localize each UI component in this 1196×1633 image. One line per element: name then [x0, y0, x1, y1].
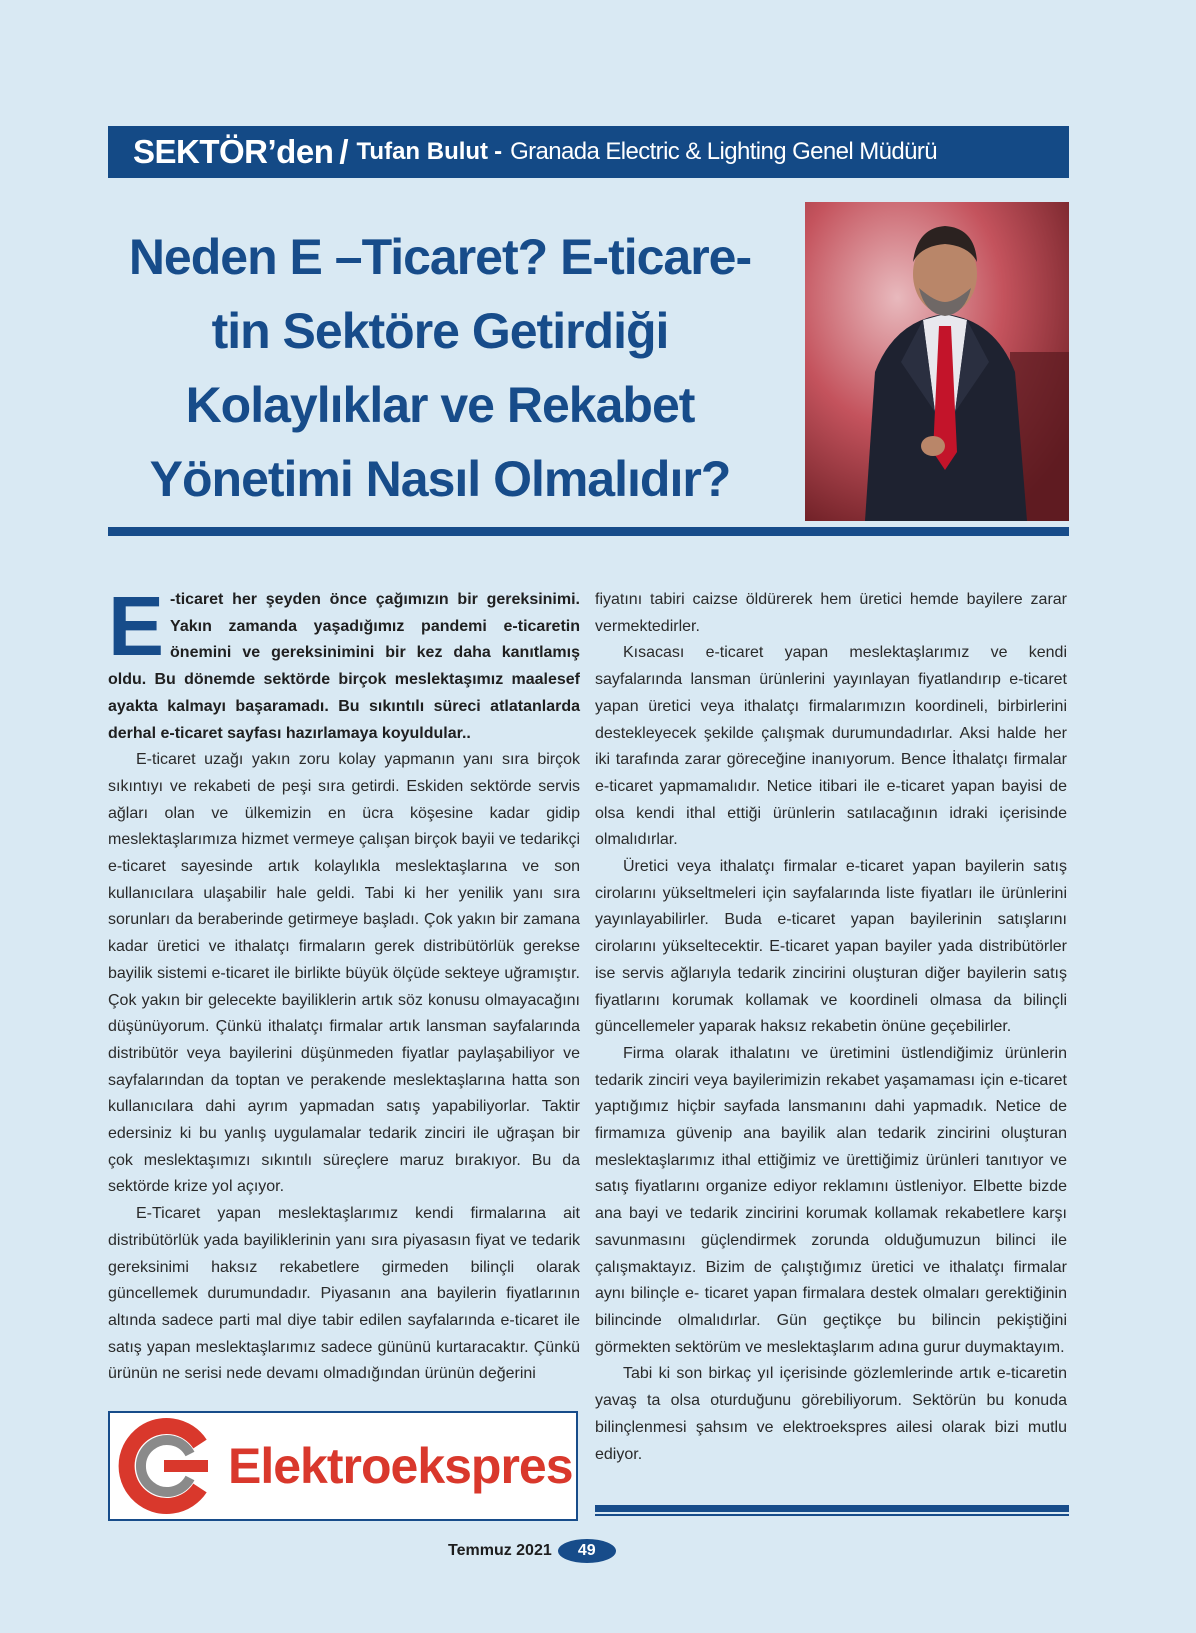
elektroekspres-ad [108, 1411, 578, 1521]
column-end-rule-thin [595, 1514, 1069, 1516]
title-divider [108, 527, 1069, 536]
section-banner [108, 126, 1069, 178]
body-paragraph: Kısacası e-ticaret yapan meslektaşlarımız ve kendi sayfalarında lansman ürünlerini yayınlayan fiyatlandırıp e-ticaret yapan üretici veya ithalatçı firmalarımızın koordineli, birbirlerini destekleyecek şekilde çalışmak durumundadırlar. Aksi halde her iki tarafında zarar göreceğine inanıyorum. Bence İthalatçı firmalar e-ticaret yapmamalıdır. Netice itibari ile e-ticaret yapan bayisi de olsa kendi ithal ettiği ürünlerin satılacağının idraki içerisinde olmalıdırlar. [595, 644, 1067, 849]
page-number: 49 [558, 1539, 616, 1563]
article-title [110, 220, 770, 516]
article-column-right [595, 587, 1067, 1468]
section-slash: / [339, 133, 349, 170]
body-paragraph: E-Ticaret yapan meslektaşlarımız kendi firmalarına ait distribütörlük yada bayiliklerinin yanı sıra piyasasın fiyat ve tedarik gereksinimi haksız rekabetlere girmeden bilinçli olarak güncellemek durumundadır. Piyasanın ana bayilerin fiyatlarının altında sadece parti mal diye tabir edilen sayfalarında e-ticaret ile satış yapan meslektaşlarımız sadece gününü kurtaracaktır. Çünkü ürünün ne serisi nede devamı olmadığından ürünün değerini [108, 1205, 580, 1383]
elektroekspres-logo-icon [116, 1416, 216, 1516]
title-line: Yönetimi Nasıl Olmalıdır? [149, 451, 731, 507]
page-footer [448, 1536, 616, 1566]
title-line: Kolaylıklar ve Rekabet [185, 377, 695, 433]
body-paragraph: E-ticaret uzağı yakın zoru kolay yapmanın yanı sıra birçok sıkıntıyı ve rekabeti de peşi sıra getirdi. Eskiden sektörde servis ağları olan ve ülkemizin en ücra köşesine kadar gidip meslektaşlarımıza hizmet vermeye çalışan birçok bayii ve tedarikçi e-ticaret sayesinde artık kolaylıkla meslektaşlarına ve son kullanıcılara ulaşabilir hale geldi. Tabi ki her yenilik yanı sıra sorunları da beraberinde getirmeye başladı. Çok yakın bir zamana kadar üretici ve ithalatçı firmaların gerek distribütörlük gerekse bayilik sistemi e-ticaret ile birlikte büyük ölçüde sekteye uğramıştır. Çok yakın bir gelecekte bayiliklerin artık söz konusu olmayacağını düşünüyorum. Çünkü ithalatçı firmalar artık lansman sayfalarında distribütör veya bayilerini düşünmeden fiyatlar paylaşabiliyor ve sayfalarından da toptan ve perakende meslektaşlarına hatta son kullanıcılara dahi ayrım yapmadan satış yapabiliyorlar. Taktir edersiniz ki bu yanlış uygulamalar tedarik zinciri ile uğraşan bir çok meslektaşımızı sıkıntılı süreçlere maruz bırakıyor. Bu da sektörde krize yol açıyor. [108, 751, 580, 1196]
author-role: Granada Electric & Lighting Genel Müdürü [510, 138, 937, 165]
issue-date: Temmuz 2021 [448, 1542, 552, 1559]
author-photo [805, 202, 1069, 521]
body-paragraph: Firma olarak ithalatını ve üretimini üstlendiğimiz ürünlerin tedarik zinciri veya bayilerimizin rekabet yaşamaması için e-ticaret yaptığımız hiçbir sayfada lansmanını dahi yapmadık. Netice de firmamıza güvenip ana bayilik alan tedarik zincirini oluşturan meslektaşlarımız ithal ettiğimiz ve ürettiğimiz ürünleri tanıtıyor ve satış fiyatlarını organize ediyor reklamını üstleniyor. Elbette bizde ana bayi ve tedarik zincirini korumak kollamak rekabetlere karşı savunmasını güçlendirmek zorunda olduğumuzun bilinci ile çalışmaktayız. Bizim de çalıştığımız üretici ve ithalatçı firmalar aynı bilinçle e- ticaret yapan firmalara destek olmaları gerektiğinin bilincinde olmalıdırlar. Gün geçtikçe bu bilincin pekiştiğini görmekten sektörüm ve meslektaşlarım adına gurur duymaktayım. [595, 1044, 1067, 1356]
drop-cap: E [108, 579, 165, 673]
author-portrait-image [805, 202, 1069, 521]
article-column-left [108, 579, 580, 1388]
lead-paragraph [108, 579, 580, 747]
body-paragraph: Üretici veya ithalatçı firmalar e-ticaret yapan bayilerin satış cirolarını yükseltmeleri için sayfalarında liste fiyatları ile ürünlerini yayınlayabilirler. Buda e-ticaret yapan bayilerinin satışlarını cirolarını yükseltecektir. E-ticaret yapan bayiler yada distribütörler ise servis ağlarıyla tedarik zincirini oluşturan diğer bayilerin satış fiyatlarını korumak kollamak ve koordineli olmasa da bilinçli güncellemeler yaparak haksız rekabetin önüne geçebilirler. [595, 858, 1067, 1036]
title-line: tin Sektöre Getirdiği [211, 303, 669, 359]
author-dash: - [494, 138, 503, 165]
section-label: SEKTÖR’den [133, 133, 334, 170]
body-paragraph: Tabi ki son birkaç yıl içerisinde gözlemlerinde artık e-ticaretin yavaş ta olsa oturduğunu görebiliyorum. Sektörün bu konuda bilinçlenmesi şahsım ve elektroekspres ailesi olarak bizi mutlu ediyor. [595, 1365, 1067, 1463]
column-end-rule [595, 1505, 1069, 1512]
lead-text: -ticaret her şeyden önce çağımızın bir gereksinimi. Yakın zamanda yaşadığımız pandemi e-ticaretin önemini ve gereksinimini bir kez daha kanıtlamış oldu. Bu dönemde sektörde birçok meslektaşımız maalesef ayakta kalmayı başaramadı. Bu sıkıntılı süreci atlatanlarda derhal e-ticaret sayfası hazırlamaya koyuldular.. [108, 591, 580, 742]
brand-wordmark: Elektroekspres [228, 1438, 573, 1494]
body-paragraph: fiyatını tabiri caizse öldürerek hem üretici hemde bayilere zarar vermektedirler. [595, 591, 1067, 635]
author-name: Tufan Bulut [356, 138, 489, 165]
title-line: Neden E –Ticaret? E-ticare- [128, 229, 752, 285]
